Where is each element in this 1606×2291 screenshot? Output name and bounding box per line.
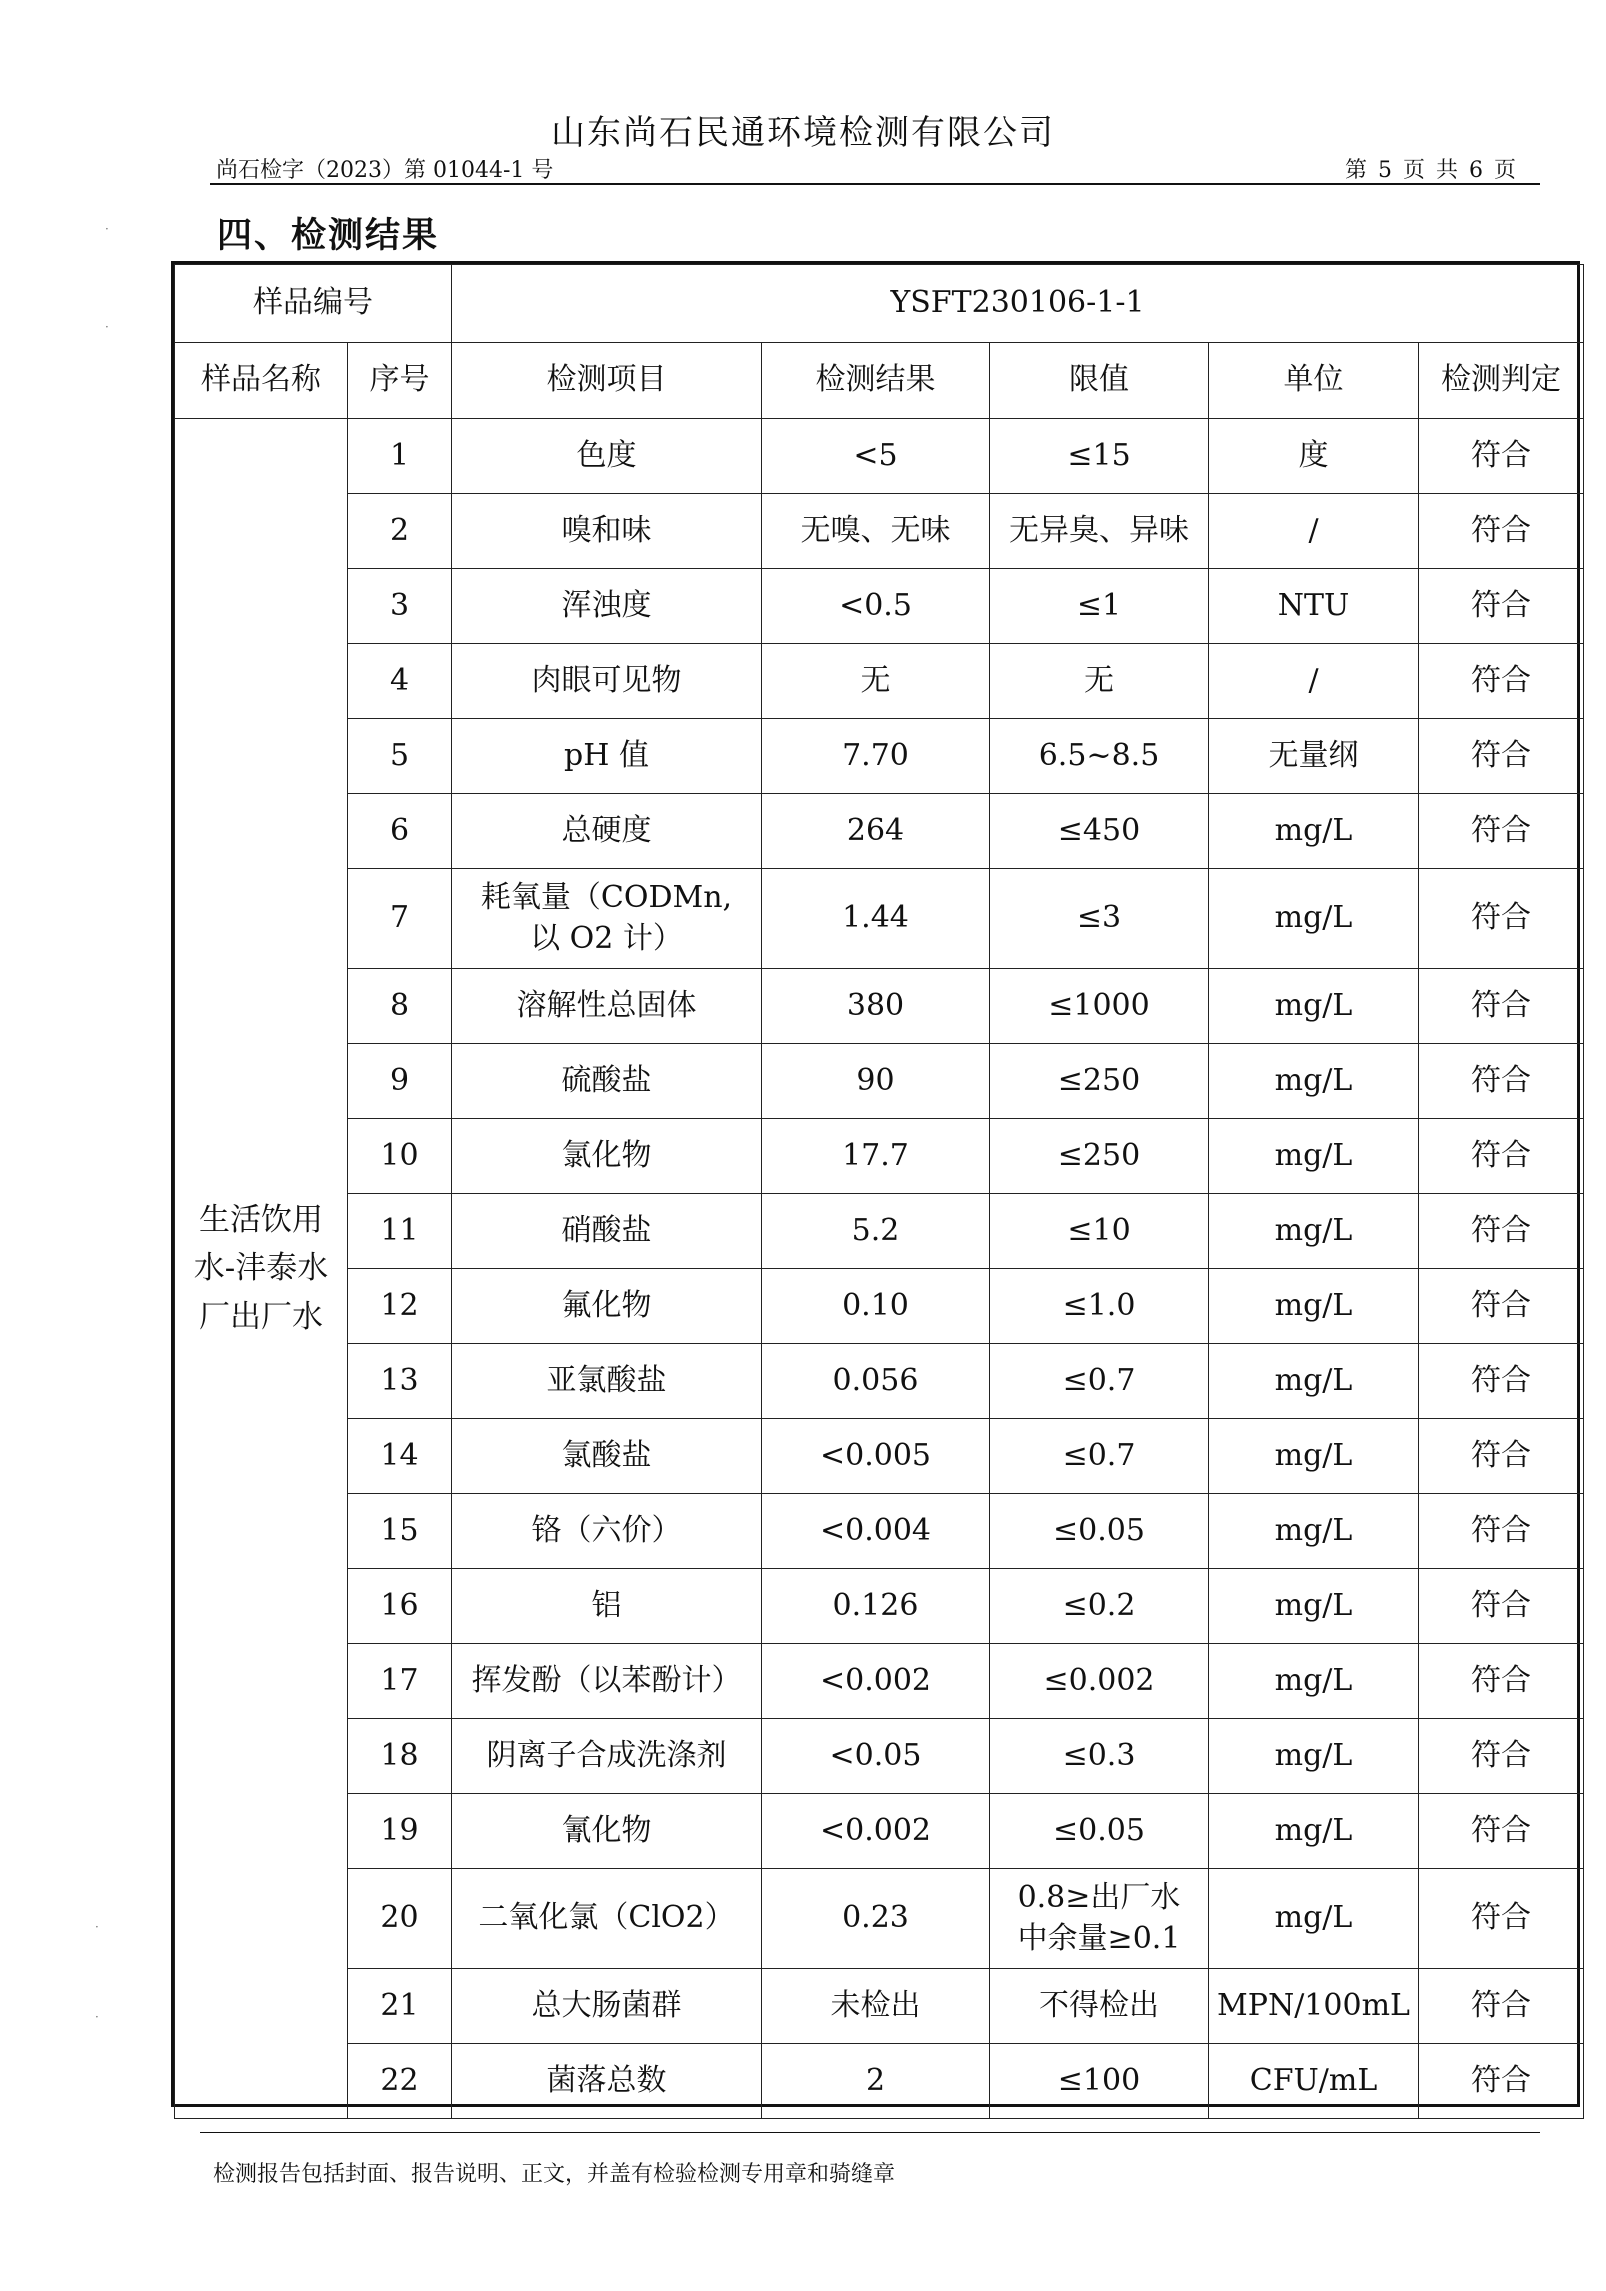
unit: mg/L [1209,1494,1419,1569]
limit-value: ≤3 [990,869,1209,969]
unit: CFU/mL [1209,2044,1419,2119]
col-header-limit: 限值 [990,343,1209,419]
header-divider [210,183,1540,185]
limit-value: ≤0.3 [990,1719,1209,1794]
table-row [175,1044,1584,1119]
test-result: <0.05 [762,1719,990,1794]
test-item: 菌落总数 [452,2044,762,2119]
limit-value: ≤10 [990,1194,1209,1269]
test-result: <0.5 [762,569,990,644]
table-row [175,494,1584,569]
test-item: pH 值 [452,719,762,794]
col-header-unit: 单位 [1209,343,1419,419]
test-item: 溶解性总固体 [452,969,762,1044]
column-header-row [175,343,1584,419]
limit-value: ≤250 [990,1119,1209,1194]
page-number: 第 5 页 共 6 页 [1345,158,1518,183]
table-row [175,1569,1584,1644]
verdict: 符合 [1419,494,1584,569]
table-row [175,719,1584,794]
limit-value: 无异臭、异味 [990,494,1209,569]
test-item: 浑浊度 [452,569,762,644]
test-result: 0.126 [762,1569,990,1644]
verdict: 符合 [1419,1644,1584,1719]
test-result: 无 [762,644,990,719]
verdict: 符合 [1419,419,1584,494]
row-number: 1 [348,419,452,494]
table-row [175,2044,1584,2119]
row-number: 7 [348,869,452,969]
unit: mg/L [1209,1569,1419,1644]
table-row [175,569,1584,644]
row-number: 3 [348,569,452,644]
company-name: 山东尚石民通环境检测有限公司 [551,113,1055,153]
sample-id-value: YSFT230106-1-1 [452,265,1584,343]
row-number: 5 [348,719,452,794]
col-header-no: 序号 [348,343,452,419]
unit: 无量纲 [1209,719,1419,794]
test-result: <0.002 [762,1794,990,1869]
verdict: 符合 [1419,1969,1584,2044]
sample-name-cell: 生活饮用水-沣泰水厂出厂水 [175,419,348,2119]
table-row [175,1194,1584,1269]
limit-value-line: 中余量≥0.1 [1017,1920,1181,1956]
verdict: 符合 [1419,569,1584,644]
test-result: 5.2 [762,1194,990,1269]
verdict: 符合 [1419,1194,1584,1269]
test-item-line: 耗氧量（CODMn, [480,880,733,915]
unit: mg/L [1209,1644,1419,1719]
test-item: 嗅和味 [452,494,762,569]
limit-value: ≤0.7 [990,1419,1209,1494]
test-item-line: 以 O2 计） [530,920,683,956]
limit-value: ≤1 [990,569,1209,644]
test-item: 氟化物 [452,1269,762,1344]
table-row [175,1719,1584,1794]
unit: NTU [1209,569,1419,644]
test-result: 264 [762,794,990,869]
row-number: 18 [348,1719,452,1794]
verdict: 符合 [1419,2044,1584,2119]
verdict: 符合 [1419,719,1584,794]
test-item: 二氧化氯（ClO2） [452,1869,762,1969]
table-row [175,794,1584,869]
verdict: 符合 [1419,1044,1584,1119]
test-result: 90 [762,1044,990,1119]
test-item: 亚氯酸盐 [452,1344,762,1419]
limit-value: ≤1.0 [990,1269,1209,1344]
test-item: 氯酸盐 [452,1419,762,1494]
verdict: 符合 [1419,1269,1584,1344]
col-header-verdict: 检测判定 [1419,343,1584,419]
limit-value: 6.5~8.5 [990,719,1209,794]
test-result: 7.70 [762,719,990,794]
col-header-result: 检测结果 [762,343,990,419]
test-result: <5 [762,419,990,494]
test-result: 无嗅、无味 [762,494,990,569]
margin-speck: · [105,320,109,334]
limit-value: ≤100 [990,2044,1209,2119]
table-row [175,1644,1584,1719]
table-row [175,1419,1584,1494]
row-number: 21 [348,1969,452,2044]
test-item: 铝 [452,1569,762,1644]
test-result: 2 [762,2044,990,2119]
sample-id-row [175,265,1584,343]
test-result: 17.7 [762,1119,990,1194]
col-header-item: 检测项目 [452,343,762,419]
verdict: 符合 [1419,1569,1584,1644]
table-row [175,969,1584,1044]
unit: mg/L [1209,1419,1419,1494]
test-item: 挥发酚（以苯酚计） [452,1644,762,1719]
limit-value: ≤1000 [990,969,1209,1044]
test-result: <0.004 [762,1494,990,1569]
limit-value: ≤450 [990,794,1209,869]
section-title: 四、检测结果 [217,215,440,256]
test-item: 阴离子合成洗涤剂 [452,1719,762,1794]
test-result: 0.23 [762,1869,990,1969]
unit: / [1209,494,1419,569]
unit: mg/L [1209,1719,1419,1794]
test-item [452,869,762,969]
limit-value: ≤0.05 [990,1494,1209,1569]
row-number: 2 [348,494,452,569]
unit: mg/L [1209,794,1419,869]
verdict: 符合 [1419,644,1584,719]
verdict: 符合 [1419,1344,1584,1419]
unit: MPN/100mL [1209,1969,1419,2044]
limit-value: ≤15 [990,419,1209,494]
table-row [175,1344,1584,1419]
verdict: 符合 [1419,969,1584,1044]
unit: 度 [1209,419,1419,494]
unit: / [1209,644,1419,719]
row-number: 6 [348,794,452,869]
verdict: 符合 [1419,794,1584,869]
verdict: 符合 [1419,1494,1584,1569]
limit-value: ≤0.7 [990,1344,1209,1419]
report-number: 尚石检字（2023）第 01044-1 号 [216,158,554,183]
row-number: 20 [348,1869,452,1969]
table-row [175,869,1584,969]
unit: mg/L [1209,1269,1419,1344]
table-row [175,1119,1584,1194]
unit: mg/L [1209,1344,1419,1419]
table-row [175,1269,1584,1344]
verdict: 符合 [1419,1794,1584,1869]
row-number: 16 [348,1569,452,1644]
margin-speck: · [95,2010,99,2024]
verdict: 符合 [1419,1119,1584,1194]
unit: mg/L [1209,1119,1419,1194]
footer-note: 检测报告包括封面、报告说明、正文，并盖有检验检测专用章和骑缝章 [213,2162,896,2187]
row-number: 12 [348,1269,452,1344]
limit-value: ≤0.05 [990,1794,1209,1869]
table-row [175,1794,1584,1869]
unit: mg/L [1209,1194,1419,1269]
row-number: 14 [348,1419,452,1494]
limit-value: 不得检出 [990,1969,1209,2044]
test-item: 总大肠菌群 [452,1969,762,2044]
limit-value: 无 [990,644,1209,719]
verdict: 符合 [1419,869,1584,969]
test-item: 色度 [452,419,762,494]
limit-value: ≤0.002 [990,1644,1209,1719]
row-number: 19 [348,1794,452,1869]
row-number: 15 [348,1494,452,1569]
test-item: 肉眼可见物 [452,644,762,719]
row-number: 13 [348,1344,452,1419]
row-number: 11 [348,1194,452,1269]
row-number: 17 [348,1644,452,1719]
limit-value: ≤0.2 [990,1569,1209,1644]
table-row [175,644,1584,719]
unit: mg/L [1209,1044,1419,1119]
limit-value: ≤250 [990,1044,1209,1119]
verdict: 符合 [1419,1719,1584,1794]
test-result: 380 [762,969,990,1044]
test-item: 总硬度 [452,794,762,869]
table-row [175,1869,1584,1969]
test-item: 氯化物 [452,1119,762,1194]
unit: mg/L [1209,1794,1419,1869]
test-item: 氰化物 [452,1794,762,1869]
footer-divider [200,2132,1540,2133]
test-item: 硫酸盐 [452,1044,762,1119]
col-header-sample-name: 样品名称 [175,343,348,419]
table-row [175,419,1584,494]
limit-value [990,1869,1209,1969]
row-number: 10 [348,1119,452,1194]
table-row [175,1494,1584,1569]
sample-id-label: 样品编号 [175,265,452,343]
row-number: 9 [348,1044,452,1119]
test-item: 硝酸盐 [452,1194,762,1269]
verdict: 符合 [1419,1419,1584,1494]
test-result: 0.056 [762,1344,990,1419]
limit-value-line: 0.8≥出厂水 [1017,1880,1181,1915]
test-item: 铬（六价） [452,1494,762,1569]
test-result: <0.002 [762,1644,990,1719]
test-result: 0.10 [762,1269,990,1344]
test-result: 未检出 [762,1969,990,2044]
row-number: 22 [348,2044,452,2119]
margin-speck: · [95,1920,99,1934]
margin-speck: · [105,222,109,236]
unit: mg/L [1209,1869,1419,1969]
verdict: 符合 [1419,1869,1584,1969]
results-table [171,261,1580,2107]
test-result: 1.44 [762,869,990,969]
table-row [175,1969,1584,2044]
row-number: 8 [348,969,452,1044]
row-number: 4 [348,644,452,719]
unit: mg/L [1209,969,1419,1044]
test-result: <0.005 [762,1419,990,1494]
unit: mg/L [1209,869,1419,969]
